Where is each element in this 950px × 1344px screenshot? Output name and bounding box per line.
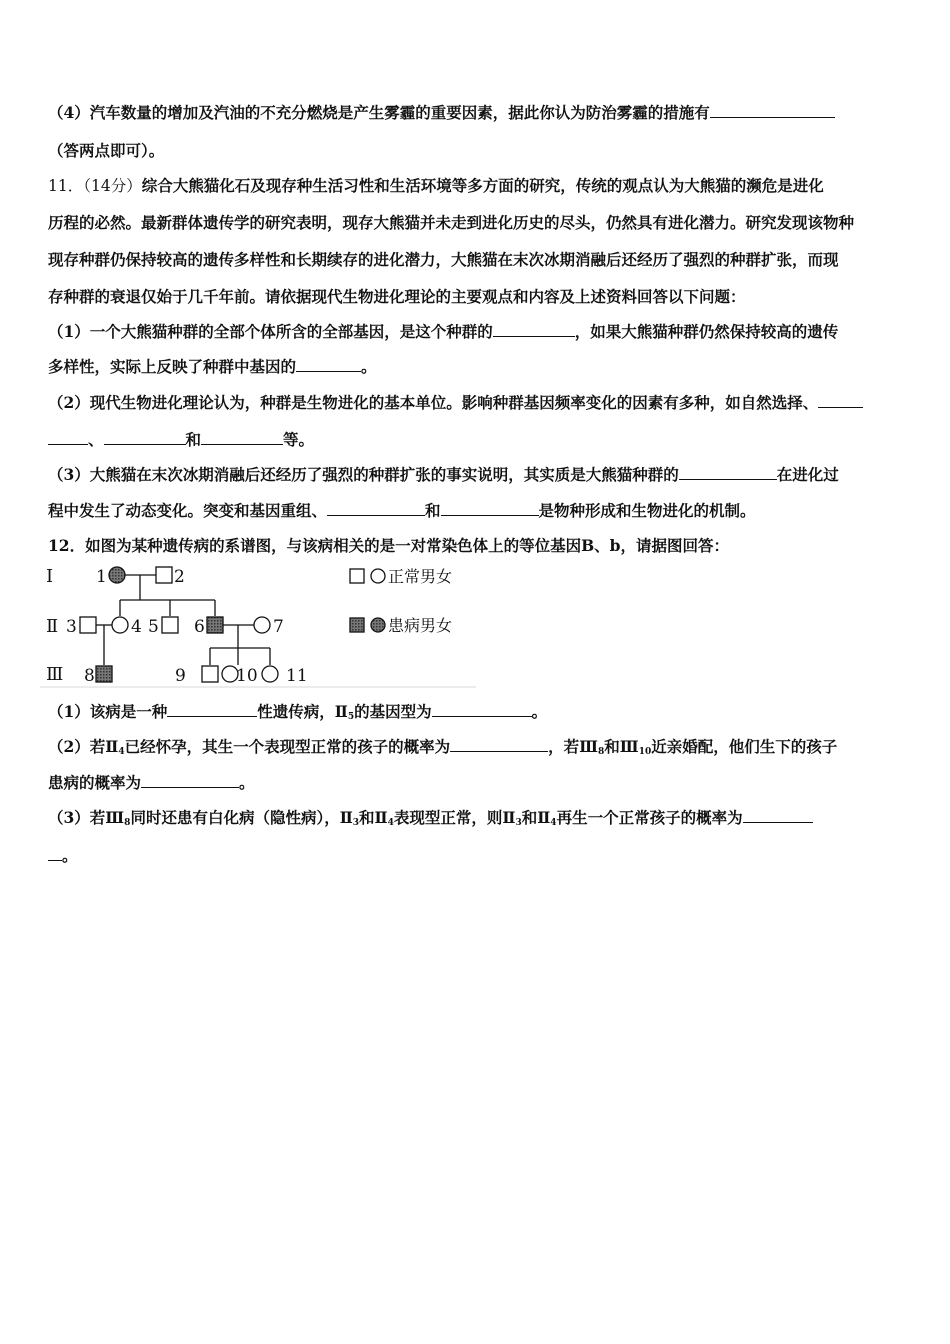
q11-part2-line-2 (48, 430, 314, 450)
q11-part1-text-a: （1）一个大熊猫种群的全部个体所含的全部基因，是这个种群的 (48, 322, 493, 341)
q11-part3-line-1 (48, 465, 839, 485)
individual-label-5: 5 (148, 617, 159, 637)
legend-normal-male-icon (350, 569, 364, 583)
individual-label-11: 11 (286, 666, 308, 686)
q12-part2-text-j: 。 (239, 773, 255, 792)
q12-part1-text-e: 。 (531, 702, 548, 721)
q11-part2-blank-3[interactable] (201, 430, 283, 445)
q12-part3-blank-b[interactable] (48, 846, 62, 861)
q12-part2-sub-2: 8 (598, 747, 605, 757)
legend-normal-female-icon (371, 569, 385, 583)
individual-4-normal-female (112, 617, 128, 633)
q11-part1-text-b: ，如果大熊猫种群仍然保持较高的遗传 (574, 322, 839, 341)
q12-part3-sub-3: 4 (387, 818, 394, 828)
individual-6-affected-male (207, 617, 223, 633)
q11-intro-line-2: 历程的必然。最新群体遗传学的研究表明，现存大熊猫并未走到进化历史的尽头，仍然具有进化潜力。研究发现该物种 (48, 213, 855, 232)
q12-part2-sub-1: 4 (118, 747, 125, 757)
q11-part2-text-c: 和 (185, 430, 202, 449)
q12-part3-line-2 (48, 846, 78, 866)
q11-part3-text-b: 在进化过 (776, 465, 839, 484)
q12-part1-line (48, 702, 547, 727)
q12-part3-sub-1: 8 (124, 818, 131, 828)
q12-part1-text-b: 性遗传病，Ⅱ (257, 702, 348, 721)
individual-8-affected-male (96, 666, 112, 682)
q12-part2-line-2 (48, 773, 255, 793)
q11-part3-blank-1[interactable] (679, 465, 777, 480)
q12-part2-text-f: 和Ⅲ (604, 737, 639, 756)
q12-intro-genes: B、b (581, 536, 621, 555)
individual-label-4: 4 (131, 617, 142, 637)
q12-part2-blank-1[interactable] (450, 737, 548, 752)
q11-part3-blank-3[interactable] (441, 501, 539, 516)
q11-part2-text-a: （2）现代生物进化理论认为，种群是生物进化的基本单位。影响种群基因频率变化的因素有多种，如自然选择、 (48, 393, 819, 412)
legend-affected-label: 患病男女 (388, 616, 453, 635)
q12-part1-text-d: 的基因型为 (354, 702, 432, 721)
q11-part2-text-b: 、 (88, 430, 104, 449)
q12-part1-blank-2[interactable] (432, 702, 532, 717)
q11-part1-text-c: 多样性，实际上反映了种群中基因的 (48, 357, 297, 376)
individual-label-3: 3 (66, 617, 77, 637)
q11-intro-line-4: 存种群的衰退仅始于几千年前。请依据现代生物进化理论的主要观点和内容及上述资料回答以下问题： (48, 287, 746, 306)
q11-part2-blank-2[interactable] (104, 430, 186, 445)
q10-part4-note-line (48, 141, 164, 161)
q12-part2-line-1 (48, 737, 837, 762)
q12-part1-text-a: （1）该病是一种 (48, 702, 168, 721)
q12-part3-sub-2: 3 (352, 818, 360, 828)
q12-part3-blank-a[interactable] (743, 808, 813, 823)
q12-part3-text-l: 。 (62, 846, 78, 865)
q11-part1-blank-2[interactable] (296, 357, 361, 372)
q12-part2-text-c: 已经怀孕，其生一个表现型正常的孩子的概率为 (124, 737, 451, 756)
individual-label-6: 6 (194, 617, 205, 637)
individual-1-affected-female (109, 567, 125, 583)
individual-7-normal-female (254, 617, 270, 633)
q11-part3-blank-2[interactable] (327, 501, 425, 516)
q11-part1-line-2 (48, 357, 377, 377)
q11-part3-text-e: 是物种形成和生物进化的机制。 (538, 501, 756, 520)
q12-part3-text-i: 和Ⅱ (521, 808, 551, 827)
q11-part2-line-1 (48, 393, 863, 413)
q11-intro-line-3: 现存种群仍保持较高的遗传多样性和长期续存的进化潜力，大熊猫在末次冰期消融后还经历了强烈的种群扩张，而现 (48, 250, 839, 269)
legend-affected-female-icon (371, 618, 385, 632)
q12-intro-line (48, 536, 729, 556)
q12-part3-text-g: 表现型正常，则Ⅱ (393, 808, 516, 827)
q12-part2-text-h: 近亲婚配，他们生下的孩子 (651, 737, 838, 756)
q11-part2-blank-1b[interactable] (48, 430, 88, 445)
q10-part4-note: （答两点即可）。 (48, 141, 165, 160)
q12-part3-sub-4: 3 (515, 818, 522, 828)
q11-part1-text-d: 。 (361, 357, 377, 376)
individual-label-10: 10 (236, 666, 258, 686)
q11-part3-text-d: 和 (425, 501, 441, 520)
q12-part2-sub-3: 10 (638, 747, 652, 757)
q12-part2-text-i: 患病的概率为 (48, 773, 142, 792)
q10-part4-text: （4）汽车数量的增加及汽油的不充分燃烧是产生雾霾的重要因素，据此你认为防治雾霾的措施有 (48, 103, 710, 122)
individual-5-normal-male (162, 617, 178, 633)
q11-part3-text-a: （3）大熊猫在末次冰期消融后还经历了强烈的种群扩张的事实说明，其实质是大熊猫种群的 (48, 465, 679, 484)
q12-part2-blank-2[interactable] (141, 773, 239, 788)
individual-label-1: 1 (96, 567, 107, 587)
q12-part3-text-e: 和Ⅱ (359, 808, 388, 827)
q12-part3-text-k: 再生一个正常孩子的概率为 (556, 808, 743, 827)
individual-label-8: 8 (84, 666, 95, 686)
q12-part3-text-a: （3）若Ⅲ (48, 808, 125, 827)
q12-part3-text-c: 同时还患有白化病（隐性病），Ⅱ (130, 808, 353, 827)
q10-part4-line (48, 103, 835, 123)
legend-normal-label: 正常男女 (388, 567, 453, 586)
individual-label-7: 7 (273, 617, 284, 637)
q12-part2-text-a: （2）若Ⅱ (48, 737, 119, 756)
q12-part3-line-1 (48, 808, 813, 833)
individual-11-normal-female (262, 666, 278, 682)
individual-label-2: 2 (174, 567, 185, 587)
q11-part3-line-2 (48, 501, 756, 521)
individual-label-9: 9 (175, 666, 186, 686)
q11-intro-1: 综合大熊猫化石及现存种生活习性和生活环境等多方面的研究，传统的观点认为大熊猫的濒危是进化 (141, 176, 824, 195)
generation-label-2: Ⅱ (46, 616, 59, 637)
q12-part1-sub: 5 (347, 712, 355, 722)
q12-part1-blank-1[interactable] (167, 702, 257, 717)
individual-9-normal-male (202, 666, 218, 682)
q11-number: 11．（14分） (48, 177, 142, 195)
q11-intro-line-1 (48, 176, 824, 196)
q11-part1-blank-1[interactable] (493, 322, 575, 337)
pedigree-diagram (40, 560, 480, 690)
q11-part1-line-1 (48, 322, 838, 342)
q12-part2-text-d: ，若Ⅲ (548, 737, 599, 756)
generation-label-3: Ⅲ (46, 664, 64, 685)
individual-2-normal-male (156, 567, 172, 583)
legend-affected-male-icon (350, 618, 364, 632)
q12-part3-sub-5: 4 (550, 818, 557, 828)
generation-label-1: Ⅰ (46, 566, 54, 587)
q10-answer-blank[interactable] (710, 103, 835, 118)
q12-intro-a: 12．如图为某种遗传病的系谱图，与该病相关的是一对常染色体上的等位基因 (48, 536, 582, 555)
q11-part2-text-d: 等。 (283, 430, 315, 449)
q11-part3-text-c: 程中发生了动态变化。突变和基因重组、 (48, 501, 328, 520)
q12-intro-c: ，请据图回答： (620, 536, 730, 555)
q11-part2-blank-1a[interactable] (818, 393, 863, 408)
individual-3-normal-male (80, 617, 96, 633)
